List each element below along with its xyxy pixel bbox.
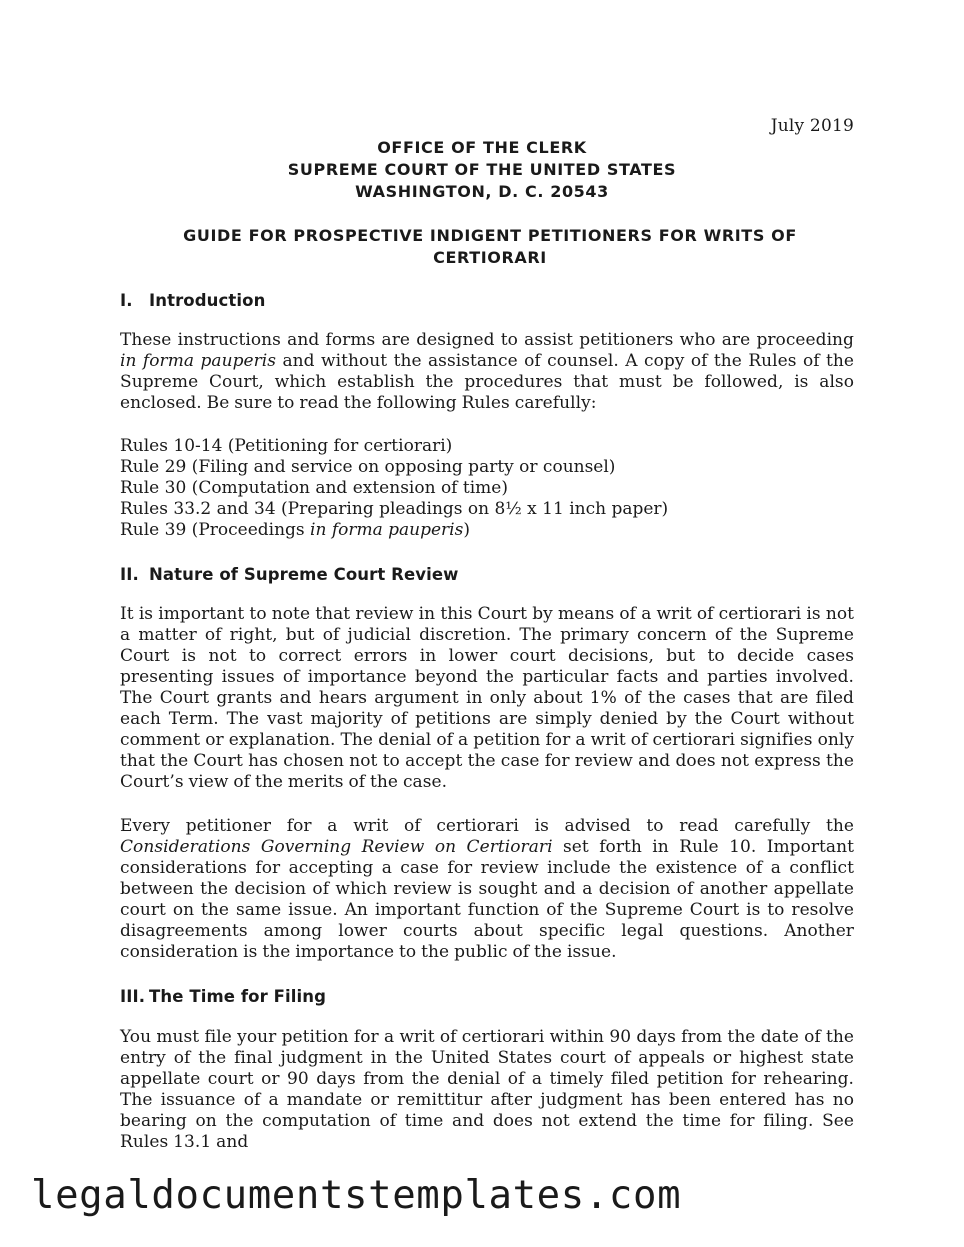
section-title: Introduction bbox=[149, 291, 266, 310]
paragraph: You must file your petition for a writ of certiorari within 90 days from the date of the entry of the final judgment in the United States court of appeals or highest state appellate court or 90 days from the denial of a timely filed petition for rehearing. The issuance of a mandate or remittitur after judgment has been entered has no bearing on the computation of time and does not extend the time for filing. See Rules 13.1 and bbox=[120, 1027, 854, 1152]
rules-list bbox=[120, 436, 854, 541]
introduction-paragraph bbox=[120, 330, 854, 414]
rule-item: Rule 29 (Filing and service on opposing party or counsel) bbox=[120, 457, 616, 477]
section-heading-introduction bbox=[120, 291, 854, 310]
section-nature bbox=[120, 565, 854, 584]
rule-item: Rules 10-14 (Petitioning for certiorari) bbox=[120, 436, 453, 456]
office-header bbox=[0, 137, 964, 203]
rule-item: Rule 30 (Computation and extension of time) bbox=[120, 478, 508, 498]
rule-item: Rule 39 (Proceedings in forma pauperis) bbox=[120, 520, 470, 540]
nature-paragraph-1 bbox=[120, 604, 854, 793]
section-title: The Time for Filing bbox=[149, 987, 327, 1006]
paragraph: These instructions and forms are designed to assist petitioners who are proceeding in forma pauperis and without the assistance of counsel. A copy of the Rules of the Supreme Court, which establish the procedures that must be followed, is also enclosed. Be sure to read the following Rules carefully: bbox=[120, 330, 854, 413]
section-number: III. bbox=[120, 987, 146, 1006]
section-time-for-filing bbox=[120, 987, 854, 1006]
section-number: I. bbox=[120, 291, 133, 310]
section-title: Nature of Supreme Court Review bbox=[149, 565, 459, 584]
section-heading-nature bbox=[120, 565, 854, 584]
header-line-address: WASHINGTON, D. C. 20543 bbox=[355, 182, 609, 201]
section-number: II. bbox=[120, 565, 139, 584]
document-date: July 2019 bbox=[770, 116, 854, 136]
section-heading-time bbox=[120, 987, 854, 1006]
rule-item: Rules 33.2 and 34 (Preparing pleadings on 8½ x 11 inch paper) bbox=[120, 499, 669, 519]
paragraph: Every petitioner for a writ of certiorari is advised to read carefully the Considerations Governing Review on Certiorari set forth in Rule 10. Important considerations for accepting a case for review include the existence of a conflict between the decision of which review is sought and a decision of another appellate court on the same issue. An important function of the Supreme Court is to resolve disagreements among lower courts about specific legal questions. Another consideration is the importance to the public of the issue. bbox=[120, 816, 854, 962]
section-introduction bbox=[120, 291, 854, 310]
nature-paragraph-2 bbox=[120, 816, 854, 963]
header-line-office: OFFICE OF THE CLERK bbox=[377, 138, 587, 157]
watermark-text: legaldocumentstemplates.com bbox=[31, 1173, 682, 1218]
paragraph: It is important to note that review in this Court by means of a writ of certiorari is not a matter of right, but of judicial discretion. The primary concern of the Supreme Court is not to correct errors in lower court decisions, but to decide cases presenting issues of importance beyond the particular facts and parties involved. The Court grants and hears argument in only about 1% of the cases that are filed each Term. The vast majority of petitions are simply denied by the Court without comment or explanation. The denial of a petition for a writ of certiorari signifies only that the Court has chosen not to accept the case for review and does not express the Court’s view of the merits of the case. bbox=[120, 604, 854, 792]
time-paragraph-1 bbox=[120, 1027, 854, 1153]
guide-title: GUIDE FOR PROSPECTIVE INDIGENT PETITIONERS FOR WRITS OF CERTIORARI bbox=[183, 226, 797, 267]
header-line-court: SUPREME COURT OF THE UNITED STATES bbox=[287, 160, 677, 179]
